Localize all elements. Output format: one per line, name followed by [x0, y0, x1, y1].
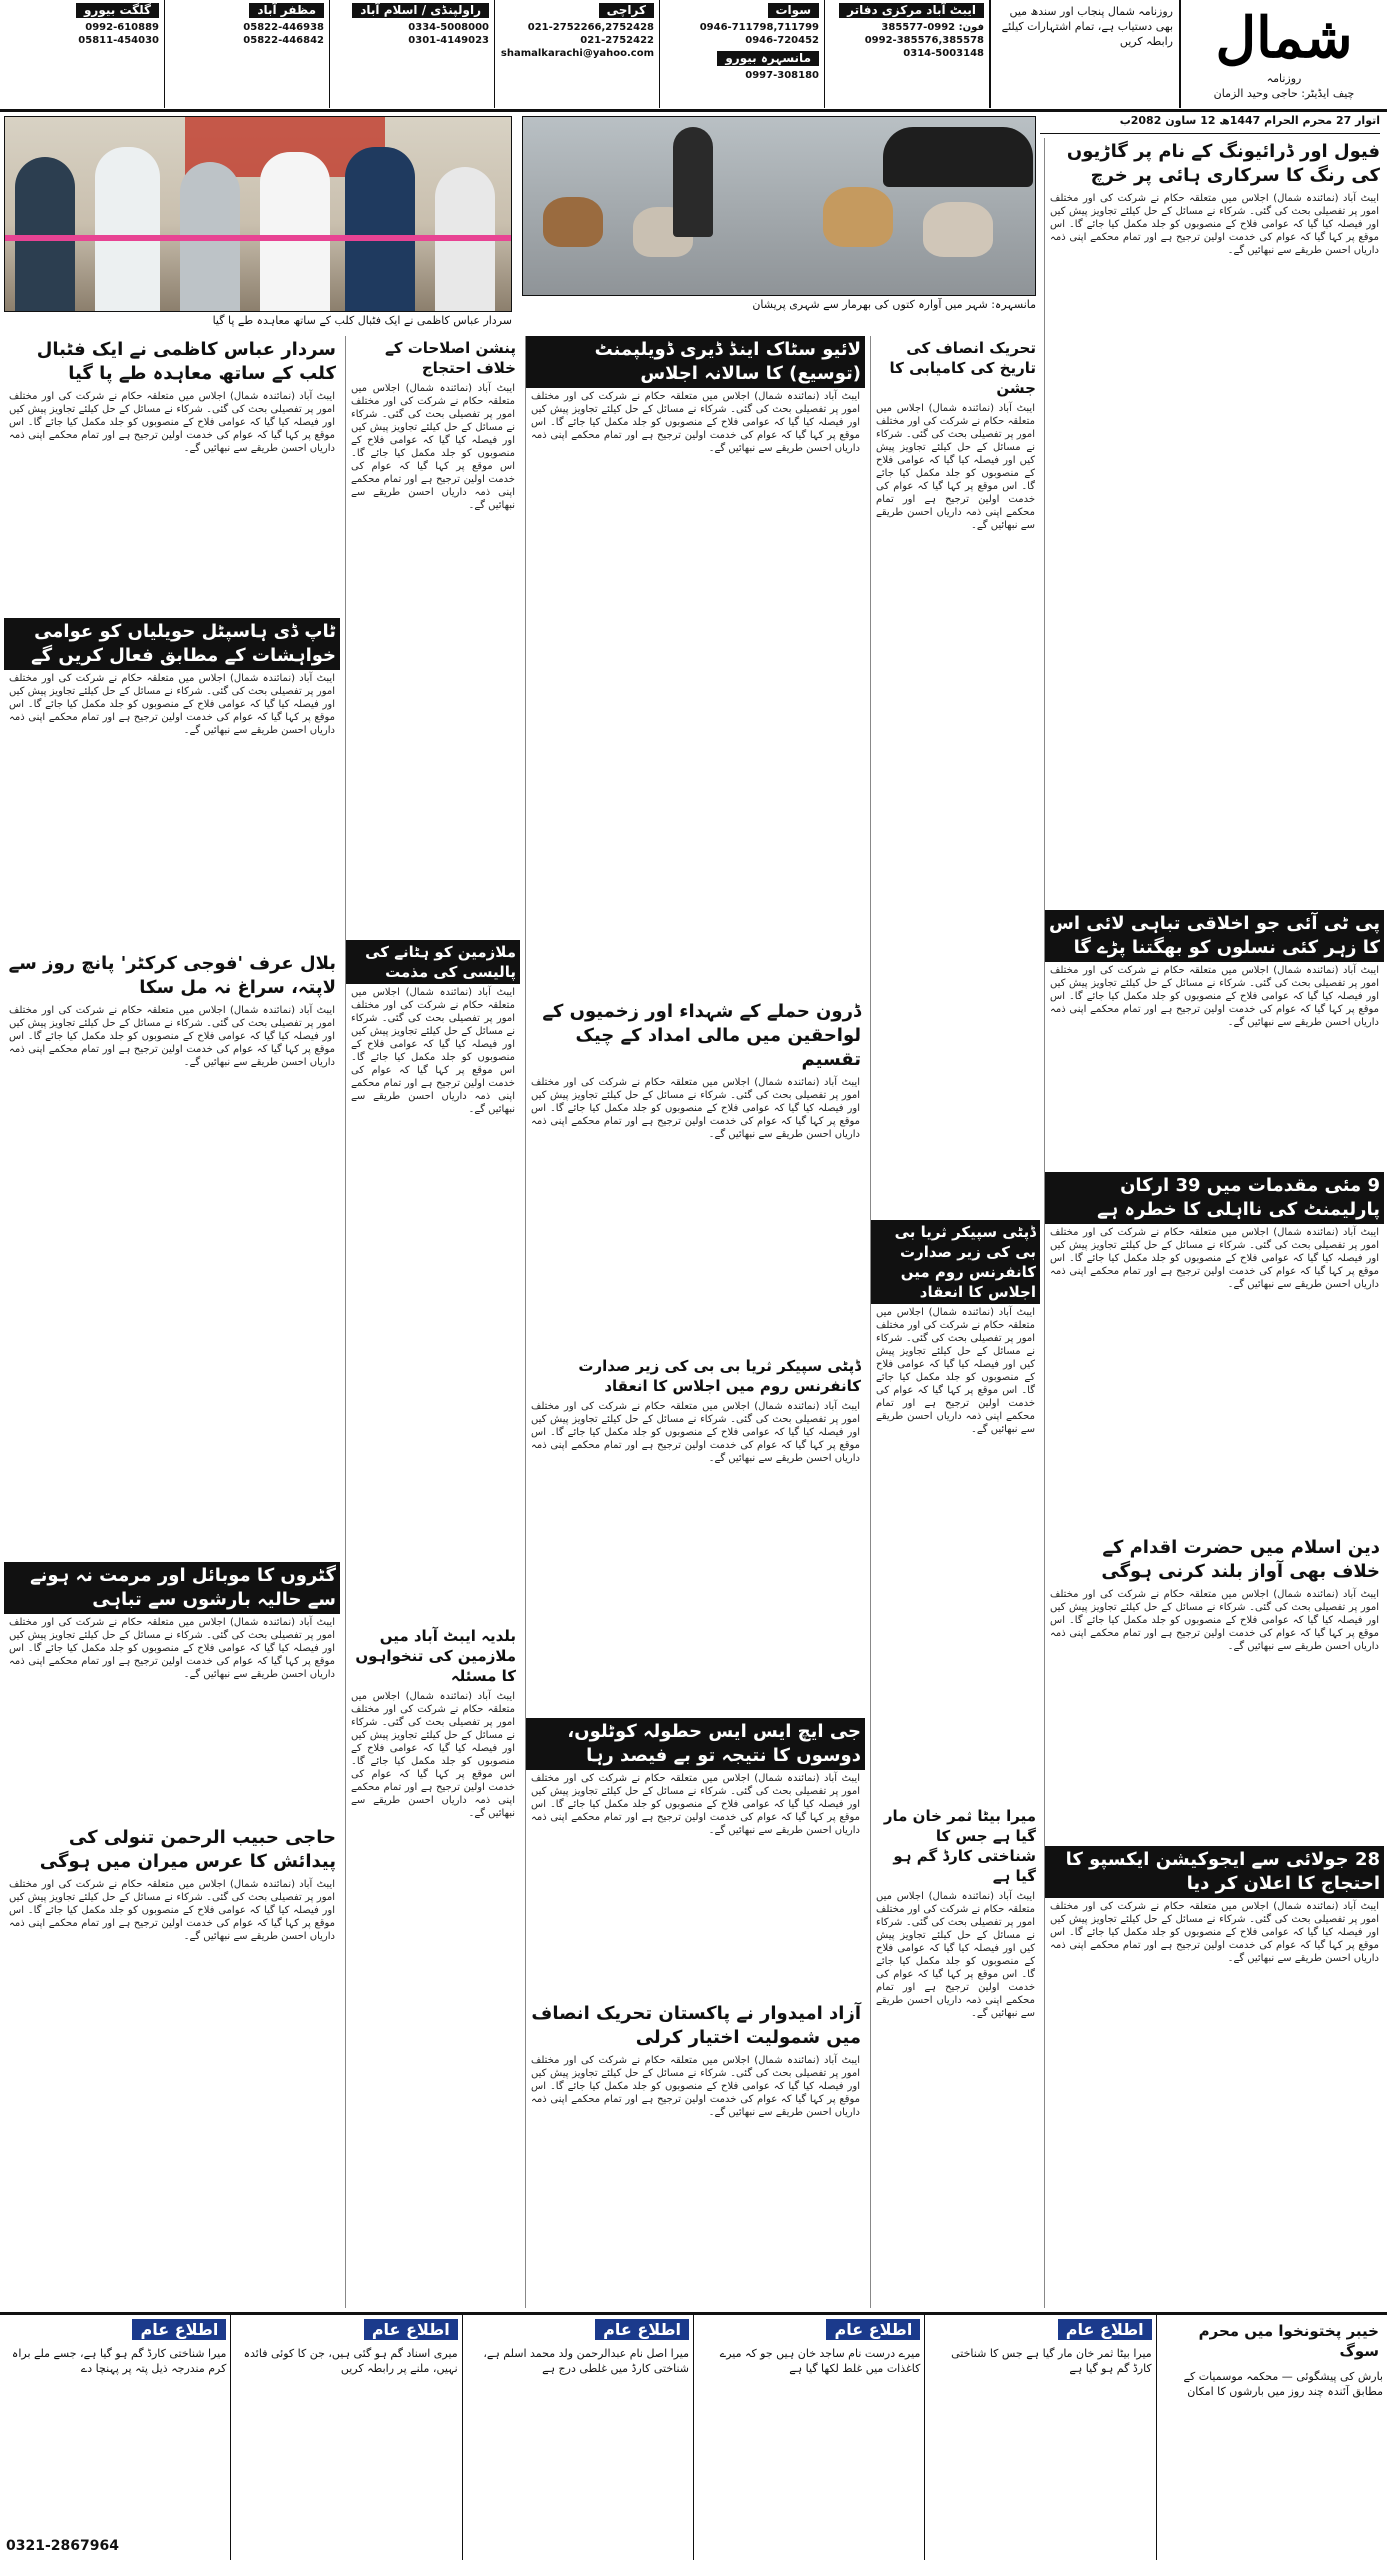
- masthead-intro: روزنامہ شمال پنجاب اور سندھ میں بھی دستیاب ہے، تمام اشتہارات کیلئے رابطہ کریں: [989, 0, 1179, 108]
- headline-hazesc: ملازمین کو ہٹانے کی پالیسی کی مذمت: [346, 940, 520, 984]
- headline-drone: ڈرون حملے کے شہداء اور زخمیوں کے لواحقین میں مالی امداد کے چیک تقسیم: [542, 1001, 861, 1070]
- newspaper-logo: شمال: [1215, 5, 1353, 71]
- ad-title: اطلاع عام: [364, 2319, 458, 2340]
- article-body: ایبٹ آباد (نمائندہ شمال) اجلاس میں متعلقہ حکام نے شرکت کی اور مختلف امور پر تفصیلی بحث کی گئی۔ شرکاء نے مسائل کے حل کیلئے تجاویز پیش کیں اور فیصلہ کیا گیا کہ عوامی فلاح کے منصوبوں کو جلد مکمل کیا جائے گا۔ اس موقع پر کہا گیا کہ عوام کی خدمت اولین ترجیح ہے اور تمام محکمے اپنی ذمہ داریاں احسن طریقے سے نبھائیں گے۔: [9, 391, 335, 454]
- office-city: راولپنڈی / اسلام آباد: [352, 3, 489, 18]
- article-body: ایبٹ آباد (نمائندہ شمال) اجلاس میں متعلقہ حکام نے شرکت کی اور مختلف امور پر تفصیلی بحث کی گئی۔ شرکاء نے مسائل کے حل کیلئے تجاویز پیش کیں اور فیصلہ کیا گیا کہ عوامی فلاح کے منصوبوں کو جلد مکمل کیا جائے گا۔ اس موقع پر کہا گیا کہ عوام کی خدمت اولین ترجیح ہے اور تمام محکمے اپنی ذمہ داریاں احسن طریقے سے نبھائیں گے۔: [876, 403, 1035, 531]
- office-phone: 0946-711798,711799: [699, 22, 819, 33]
- headline-sardar: سردار عباس کاظمی نے ایک فٹبال کلب کے ساتھ معاہدہ طے پا گیا: [36, 339, 336, 384]
- office-box: [164, 0, 329, 108]
- headline-lead: فیول اور ڈرائیونگ کے نام پر گاڑیوں کی رنگ کا سرکاری ہائی پر خرچ: [1066, 141, 1380, 186]
- photo-caption: مانسہرہ: شہر میں آوارہ کتوں کی بھرمار سے شہری پریشان: [752, 298, 1036, 311]
- article-body: ایبٹ آباد (نمائندہ شمال) اجلاس میں متعلقہ حکام نے شرکت کی اور مختلف امور پر تفصیلی بحث کی گئی۔ شرکاء نے مسائل کے حل کیلئے تجاویز پیش کیں اور فیصلہ کیا گیا کہ عوامی فلاح کے منصوبوں کو جلد مکمل کیا جائے گا۔ اس موقع پر کہا گیا کہ عوام کی خدمت اولین ترجیح ہے اور تمام محکمے اپنی ذمہ داریاں احسن طریقے سے نبھائیں گے۔: [351, 383, 515, 511]
- newspaper-subtitle: روزنامہ: [1266, 72, 1302, 85]
- article-body: ایبٹ آباد (نمائندہ شمال) اجلاس میں متعلقہ حکام نے شرکت کی اور مختلف امور پر تفصیلی بحث کی گئی۔ شرکاء نے مسائل کے حل کیلئے تجاویز پیش کیں اور فیصلہ کیا گیا کہ عوامی فلاح کے منصوبوں کو جلد مکمل کیا جائے گا۔ اس موقع پر کہا گیا کہ عوام کی خدمت اولین ترجیح ہے اور تمام محکمے اپنی ذمہ داریاں احسن طریقے سے نبھائیں گے۔: [351, 1691, 515, 1819]
- ad-body: میری اسناد گم ہو گئی ہیں، جن کا کوئی فائدہ نہیں، ملنے پر رابطہ کریں: [243, 2347, 458, 2375]
- headline-july28: 28 جولائی سے ایجوکیشن ایکسپو کا احتجاج کا اعلان کر دیا: [1045, 1846, 1384, 1898]
- public-notice-ad: [0, 2315, 230, 2560]
- headline-ghq: میرا بیٹا ثمر خان مار گیا ہے جس کا شناختی کارڈ گم ہو گیا ہے: [883, 1807, 1036, 1885]
- ad-body: میرے درست نام ساجد خان ہیں جو کہ میرے کاغذات میں غلط لکھا گیا ہے: [719, 2347, 921, 2375]
- office-phone: 0314-5003148: [903, 48, 984, 59]
- office-city: مظفر آباد: [249, 3, 324, 18]
- office-box: [494, 0, 659, 108]
- headline-tahreek: تحریک انصاف کی تاریخ کی کامیابی کا جشن: [889, 339, 1036, 397]
- office-phone: 05822-446842: [243, 35, 324, 46]
- article-body: ایبٹ آباد (نمائندہ شمال) اجلاس میں متعلقہ حکام نے شرکت کی اور مختلف امور پر تفصیلی بحث کی گئی۔ شرکاء نے مسائل کے حل کیلئے تجاویز پیش کیں اور فیصلہ کیا گیا کہ عوامی فلاح کے منصوبوں کو جلد مکمل کیا جائے گا۔ اس موقع پر کہا گیا کہ عوام کی خدمت اولین ترجیح ہے اور تمام محکمے اپنی ذمہ داریاں احسن طریقے سے نبھائیں گے۔: [9, 1005, 335, 1068]
- public-notice-ad: [230, 2315, 461, 2560]
- article-body: ایبٹ آباد (نمائندہ شمال) اجلاس میں متعلقہ حکام نے شرکت کی اور مختلف امور پر تفصیلی بحث کی گئی۔ شرکاء نے مسائل کے حل کیلئے تجاویز پیش کیں اور فیصلہ کیا گیا کہ عوامی فلاح کے منصوبوں کو جلد مکمل کیا جائے گا۔ اس موقع پر کہا گیا کہ عوام کی خدمت اولین ترجیح ہے اور تمام محکمے اپنی ذمہ داریاں احسن طریقے سے نبھائیں گے۔: [1050, 1589, 1379, 1652]
- column-2: [870, 336, 1040, 2308]
- office-phone: 0334-5008000: [408, 22, 489, 33]
- headline-gutters: گٹروں کا موبائل اور مرمت نہ ہونے سے حالیہ بارشوں سے تباہی: [4, 1562, 340, 1614]
- article-body: ایبٹ آباد (نمائندہ شمال) اجلاس میں متعلقہ حکام نے شرکت کی اور مختلف امور پر تفصیلی بحث کی گئی۔ شرکاء نے مسائل کے حل کیلئے تجاویز پیش کیں اور فیصلہ کیا گیا کہ عوامی فلاح کے منصوبوں کو جلد مکمل کیا جائے گا۔ اس موقع پر کہا گیا کہ عوام کی خدمت اولین ترجیح ہے اور تمام محکمے اپنی ذمہ داریاں احسن طریقے سے نبھائیں گے۔: [1050, 1901, 1379, 1964]
- ribbon-cutting-photo: [4, 116, 512, 312]
- office-phone: 021-2752422: [580, 35, 654, 46]
- headline-azad: آزاد امیدوار نے پاکستان تحریک انصاف میں شمولیت اختیار کرلی: [531, 2003, 861, 2048]
- headline-townhall: ٹاپ ڈی ہاسپٹل حویلیاں کو عوامی خواہشات کے مطابق فعال کریں گے: [4, 618, 340, 670]
- headline-bilal: بلال عرف 'فوجی کرکٹر' پانچ روز سے لاپتہ، سراغ نہ مل سکا: [8, 953, 336, 998]
- office-box: [329, 0, 494, 108]
- office-phone: فون: 0992-385577: [881, 22, 984, 33]
- office-phone: 05822-446938: [243, 22, 324, 33]
- office-phone: 0946-720452: [745, 35, 819, 46]
- ad-title: اطلاع عام: [595, 2319, 689, 2340]
- headline-pension: پنشن اصلاحات کے خلاف احتجاج: [384, 339, 516, 377]
- article-body: ایبٹ آباد (نمائندہ شمال) اجلاس میں متعلقہ حکام نے شرکت کی اور مختلف امور پر تفصیلی بحث کی گئی۔ شرکاء نے مسائل کے حل کیلئے تجاویز پیش کیں اور فیصلہ کیا گیا کہ عوامی فلاح کے منصوبوں کو جلد مکمل کیا جائے گا۔ اس موقع پر کہا گیا کہ عوام کی خدمت اولین ترجیح ہے اور تمام محکمے اپنی ذمہ داریاں احسن طریقے سے نبھائیں گے۔: [531, 1773, 860, 1836]
- article-body: ایبٹ آباد (نمائندہ شمال) اجلاس میں متعلقہ حکام نے شرکت کی اور مختلف امور پر تفصیلی بحث کی گئی۔ شرکاء نے مسائل کے حل کیلئے تجاویز پیش کیں اور فیصلہ کیا گیا کہ عوامی فلاح کے منصوبوں کو جلد مکمل کیا جائے گا۔ اس موقع پر کہا گیا کہ عوام کی خدمت اولین ترجیح ہے اور تمام محکمے اپنی ذمہ داریاں احسن طریقے سے نبھائیں گے۔: [9, 1617, 335, 1680]
- ad-body: میرا بیٹا ثمر خان مار گیا ہے جس کا شناختی کارڈ گم ہو گیا ہے: [951, 2347, 1152, 2375]
- public-notice-ad: [462, 2315, 693, 2560]
- column-right: [1044, 138, 1384, 2308]
- editor-line: چیف ایڈیٹر: حاجی وحید الزمان: [1213, 87, 1355, 100]
- office-phone: 021-2752266,2752428: [527, 22, 654, 33]
- ad-title: اطلاع عام: [1058, 2319, 1152, 2340]
- article-body: ایبٹ آباد (نمائندہ شمال) اجلاس میں متعلقہ حکام نے شرکت کی اور مختلف امور پر تفصیلی بحث کی گئی۔ شرکاء نے مسائل کے حل کیلئے تجاویز پیش کیں اور فیصلہ کیا گیا کہ عوامی فلاح کے منصوبوں کو جلد مکمل کیا جائے گا۔ اس موقع پر کہا گیا کہ عوام کی خدمت اولین ترجیح ہے اور تمام محکمے اپنی ذمہ داریاں احسن طریقے سے نبھائیں گے۔: [876, 1891, 1035, 2019]
- article-body: ایبٹ آباد (نمائندہ شمال) اجلاس میں متعلقہ حکام نے شرکت کی اور مختلف امور پر تفصیلی بحث کی گئی۔ شرکاء نے مسائل کے حل کیلئے تجاویز پیش کیں اور فیصلہ کیا گیا کہ عوامی فلاح کے منصوبوں کو جلد مکمل کیا جائے گا۔ اس موقع پر کہا گیا کہ عوام کی خدمت اولین ترجیح ہے اور تمام محکمے اپنی ذمہ داریاں احسن طریقے سے نبھائیں گے۔: [351, 987, 515, 1115]
- ad-title: اطلاع عام: [132, 2319, 226, 2340]
- article-body: ایبٹ آباد (نمائندہ شمال) اجلاس میں متعلقہ حکام نے شرکت کی اور مختلف امور پر تفصیلی بحث کی گئی۔ شرکاء نے مسائل کے حل کیلئے تجاویز پیش کیں اور فیصلہ کیا گیا کہ عوامی فلاح کے منصوبوں کو جلد مکمل کیا جائے گا۔ اس موقع پر کہا گیا کہ عوام کی خدمت اولین ترجیح ہے اور تمام محکمے اپنی ذمہ داریاں احسن طریقے سے نبھائیں گے۔: [1050, 193, 1379, 256]
- headline-protest: دین اسلام میں حضرت اقدام کے خلاف بھی آواز بلند کرنی ہوگی: [1101, 1537, 1380, 1582]
- column-left: [4, 336, 340, 2308]
- headline-livestock: لائیو سٹاک اینڈ ڈیری ڈویلپمنٹ (توسیع) کا سالانہ اجلاس: [526, 336, 865, 388]
- office-city: مانسہرہ بیورو: [717, 51, 819, 66]
- article-body: ایبٹ آباد (نمائندہ شمال) اجلاس میں متعلقہ حکام نے شرکت کی اور مختلف امور پر تفصیلی بحث کی گئی۔ شرکاء نے مسائل کے حل کیلئے تجاویز پیش کیں اور فیصلہ کیا گیا کہ عوامی فلاح کے منصوبوں کو جلد مکمل کیا جائے گا۔ اس موقع پر کہا گیا کہ عوام کی خدمت اولین ترجیح ہے اور تمام محکمے اپنی ذمہ داریاں احسن طریقے سے نبھائیں گے۔: [531, 1077, 860, 1140]
- article-body: ایبٹ آباد (نمائندہ شمال) اجلاس میں متعلقہ حکام نے شرکت کی اور مختلف امور پر تفصیلی بحث کی گئی۔ شرکاء نے مسائل کے حل کیلئے تجاویز پیش کیں اور فیصلہ کیا گیا کہ عوامی فلاح کے منصوبوں کو جلد مکمل کیا جائے گا۔ اس موقع پر کہا گیا کہ عوام کی خدمت اولین ترجیح ہے اور تمام محکمے اپنی ذمہ داریاں احسن طریقے سے نبھائیں گے۔: [9, 1879, 335, 1942]
- office-city: سوات: [768, 3, 820, 18]
- article-body: ایبٹ آباد (نمائندہ شمال) اجلاس میں متعلقہ حکام نے شرکت کی اور مختلف امور پر تفصیلی بحث کی گئی۔ شرکاء نے مسائل کے حل کیلئے تجاویز پیش کیں اور فیصلہ کیا گیا کہ عوامی فلاح کے منصوبوں کو جلد مکمل کیا جائے گا۔ اس موقع پر کہا گیا کہ عوام کی خدمت اولین ترجیح ہے اور تمام محکمے اپنی ذمہ داریاں احسن طریقے سے نبھائیں گے۔: [531, 391, 860, 454]
- headline-deputy: ڈپٹی سپیکر ثریا بی بی کی زیر صدارت کانفرنس روم میں اجلاس کا انعقاد: [871, 1220, 1040, 1304]
- article-body: ایبٹ آباد (نمائندہ شمال) اجلاس میں متعلقہ حکام نے شرکت کی اور مختلف امور پر تفصیلی بحث کی گئی۔ شرکاء نے مسائل کے حل کیلئے تجاویز پیش کیں اور فیصلہ کیا گیا کہ عوامی فلاح کے منصوبوں کو جلد مکمل کیا جائے گا۔ اس موقع پر کہا گیا کہ عوام کی خدمت اولین ترجیح ہے اور تمام محکمے اپنی ذمہ داریاں احسن طریقے سے نبھائیں گے۔: [1050, 1227, 1379, 1290]
- article-body: ایبٹ آباد (نمائندہ شمال) اجلاس میں متعلقہ حکام نے شرکت کی اور مختلف امور پر تفصیلی بحث کی گئی۔ شرکاء نے مسائل کے حل کیلئے تجاویز پیش کیں اور فیصلہ کیا گیا کہ عوامی فلاح کے منصوبوں کو جلد مکمل کیا جائے گا۔ اس موقع پر کہا گیا کہ عوام کی خدمت اولین ترجیح ہے اور تمام محکمے اپنی ذمہ داریاں احسن طریقے سے نبھائیں گے۔: [876, 1307, 1035, 1435]
- public-notice-ad: [693, 2315, 924, 2560]
- office-phone: 05811-454030: [78, 35, 159, 46]
- ad-title: خیبر پختونخوا میں محرم سوگ: [1198, 2322, 1379, 2360]
- office-box: [824, 0, 989, 108]
- office-phone: 0992-385576,385578: [864, 35, 984, 46]
- column-3: [525, 336, 865, 2308]
- masthead: [0, 0, 1387, 112]
- photo-caption: سردار عباس کاظمی نے ایک فٹبال کلب کے ساتھ معاہدہ طے پا گیا: [212, 314, 512, 327]
- office-city: ایبٹ آباد مرکزی دفاتر: [839, 3, 984, 18]
- ad-body: میرا اصل نام عبدالرحمن ولد محمد اسلم ہے، شناختی کارڈ میں غلطی درج ہے: [483, 2347, 690, 2375]
- headline-arkan: 9 مئی مقدمات میں 39 ارکان پارلیمنٹ کی نااہلی کا خطرہ ہے: [1045, 1172, 1384, 1224]
- public-notice-ad: [924, 2315, 1155, 2560]
- headline-deputy-2: ڈپٹی سپیکر ثریا بی بی کی زیر صدارت کانفرنس روم میں اجلاس کا انعقاد: [578, 1357, 861, 1395]
- ad-phone: 0321-2867964: [6, 2538, 119, 2554]
- classified-ads-strip: [0, 2312, 1387, 2560]
- headline-ghsss: جی ایچ ایس ایس حطولہ کوٹلوں، دوسوں کا نتیجہ تو بے فیصد رہا: [526, 1718, 865, 1770]
- article-body: ایبٹ آباد (نمائندہ شمال) اجلاس میں متعلقہ حکام نے شرکت کی اور مختلف امور پر تفصیلی بحث کی گئی۔ شرکاء نے مسائل کے حل کیلئے تجاویز پیش کیں اور فیصلہ کیا گیا کہ عوامی فلاح کے منصوبوں کو جلد مکمل کیا جائے گا۔ اس موقع پر کہا گیا کہ عوام کی خدمت اولین ترجیح ہے اور تمام محکمے اپنی ذمہ داریاں احسن طریقے سے نبھائیں گے۔: [531, 1401, 860, 1464]
- weather-notice: [1156, 2315, 1387, 2560]
- office-email: shamalkarachi@yahoo.com: [500, 48, 654, 59]
- office-phone: 0301-4149023: [408, 35, 489, 46]
- office-phone: 0992-610889: [85, 22, 159, 33]
- article-body: ایبٹ آباد (نمائندہ شمال) اجلاس میں متعلقہ حکام نے شرکت کی اور مختلف امور پر تفصیلی بحث کی گئی۔ شرکاء نے مسائل کے حل کیلئے تجاویز پیش کیں اور فیصلہ کیا گیا کہ عوامی فلاح کے منصوبوں کو جلد مکمل کیا جائے گا۔ اس موقع پر کہا گیا کہ عوام کی خدمت اولین ترجیح ہے اور تمام محکمے اپنی ذمہ داریاں احسن طریقے سے نبھائیں گے۔: [1050, 965, 1379, 1028]
- stray-dogs-photo: [522, 116, 1036, 296]
- headline-haji: حاجی حبیب الرحمن تنولی کی پیدائش کا عرس میران میں ہوگی: [39, 1827, 336, 1872]
- office-box: [659, 0, 824, 108]
- office-box: [0, 0, 164, 108]
- ad-title: اطلاع عام: [826, 2319, 920, 2340]
- article-body: ایبٹ آباد (نمائندہ شمال) اجلاس میں متعلقہ حکام نے شرکت کی اور مختلف امور پر تفصیلی بحث کی گئی۔ شرکاء نے مسائل کے حل کیلئے تجاویز پیش کیں اور فیصلہ کیا گیا کہ عوامی فلاح کے منصوبوں کو جلد مکمل کیا جائے گا۔ اس موقع پر کہا گیا کہ عوام کی خدمت اولین ترجیح ہے اور تمام محکمے اپنی ذمہ داریاں احسن طریقے سے نبھائیں گے۔: [531, 2055, 860, 2118]
- ad-body: بارش کی پیشگوئی — محکمہ موسمیات کے مطابق آئندہ چند روز میں بارشوں کا امکان: [1183, 2370, 1383, 2398]
- dateline: اتوار 27 محرم الحرام 1447ھ 12 ساون 2082ب: [1040, 114, 1380, 134]
- office-city: کراچی: [599, 3, 654, 18]
- headline-mohsin: بلدیہ ایبٹ آباد میں ملازمین کی تنخواہوں کا مسئلہ: [355, 1627, 516, 1685]
- headline-pti: پی ٹی آئی جو اخلاقی تباہی لائی اس کا زہر کئی نسلوں کو بھگتنا پڑے گا: [1045, 910, 1384, 962]
- article-body: ایبٹ آباد (نمائندہ شمال) اجلاس میں متعلقہ حکام نے شرکت کی اور مختلف امور پر تفصیلی بحث کی گئی۔ شرکاء نے مسائل کے حل کیلئے تجاویز پیش کیں اور فیصلہ کیا گیا کہ عوامی فلاح کے منصوبوں کو جلد مکمل کیا جائے گا۔ اس موقع پر کہا گیا کہ عوام کی خدمت اولین ترجیح ہے اور تمام محکمے اپنی ذمہ داریاں احسن طریقے سے نبھائیں گے۔: [9, 673, 335, 736]
- logo-block: [1179, 0, 1387, 108]
- ad-body: میرا شناختی کارڈ گم ہو گیا ہے، جسے ملے براہ کرم مندرجہ ذیل پتہ پر پہنچا دے: [11, 2347, 227, 2375]
- column-4: [345, 336, 520, 2308]
- office-phone: 0997-308180: [745, 70, 819, 81]
- office-city: گلگت بیورو: [76, 3, 159, 18]
